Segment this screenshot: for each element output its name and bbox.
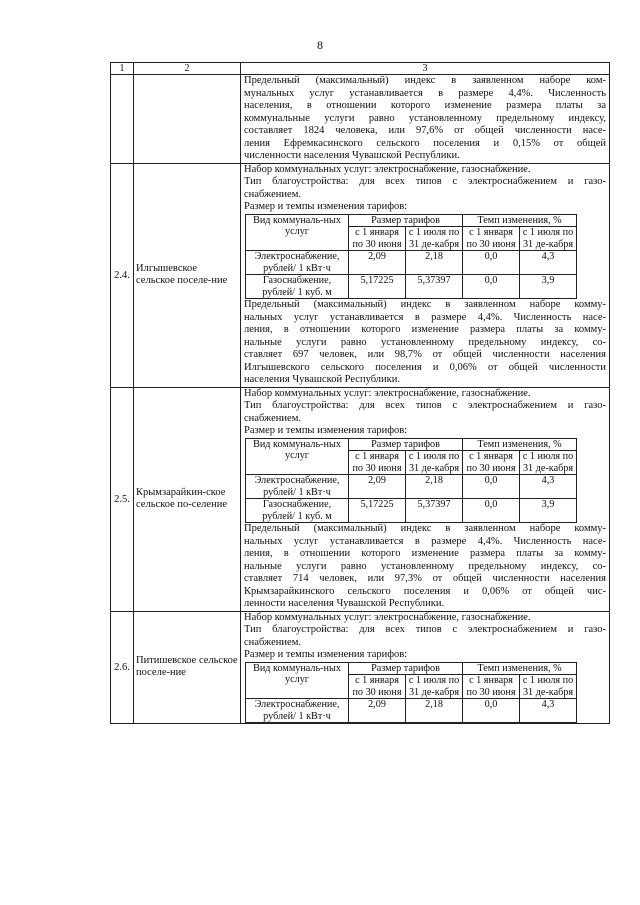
rate-second-half: 4,3 [520,699,577,723]
rate-second-half: 4,3 [520,475,577,499]
tariff-second-half: 2,18 [406,251,463,275]
header-col-2: 2 [134,63,241,75]
period-jan-jun: с 1 января по 30 июня [349,675,406,699]
text-line: нальных услуг устанавливается в размере 4,4%. Численность насе- [244,311,606,323]
tariff-second-half: 5,37397 [406,499,463,523]
service-kind-header: Вид коммуналь-ных услуг [246,214,349,251]
rate-second-half: 3,9 [520,275,577,299]
text-line: ления, в отношении которого изменение размера платы за комму- [244,324,606,335]
text-line: снабжением. [244,188,301,200]
rate-second-half: 4,3 [520,251,577,275]
text-line: Набор коммунальных услуг: электроснабжение, газоснабжение. [244,387,531,399]
text-line: Предельный (максимальный) индекс в заявленном наборе комму- [244,299,606,310]
text-line: Илгышевского сельского поселения и 0,06% от общей численности [244,361,606,373]
tariff-table [110,62,610,724]
period-jul-dec: с 1 июля по 31 де-кабря [520,675,577,699]
period-jan-jun: с 1 января по 30 июня [349,227,406,251]
period-jan-jun: с 1 января по 30 июня [463,451,520,475]
section-description [241,163,610,387]
service-name: Газоснабжение, рублей/ 1 куб. м [246,499,349,523]
text-line: Набор коммунальных услуг: электроснабжение, газоснабжение. [244,163,531,175]
tariff-row [246,251,577,275]
text-line: снабжением. [244,636,301,648]
text-line: численности населения Чувашской Республики. [244,150,460,161]
header-col-1: 1 [111,63,134,75]
text-line: снабжением. [244,412,301,424]
period-jan-jun: с 1 января по 30 июня [463,227,520,251]
text-line: нальные услуги равно установленному предельному индексу, со- [244,336,606,348]
change-rate-header: Темп изменения, % [463,438,577,451]
text-line: Набор коммунальных услуг: электроснабжение, газоснабжение. [244,611,531,623]
continued-row [111,75,610,164]
settlement-name: Питишевское сельское поселе-ние [134,611,241,724]
rate-first-half: 0,0 [463,499,520,523]
text-line: ления Ефремкасинского сельского поселения и 0,15% от общей [244,137,606,149]
text-line: населения, в отношении которого изменение размера платы за [244,100,606,111]
text-line: нальные услуги равно установленному предельному индексу, со- [244,560,606,572]
service-kind-header: Вид коммуналь-ных услуг [246,438,349,475]
rate-first-half: 0,0 [463,699,520,723]
period-jul-dec: с 1 июля по 31 де-кабря [406,227,463,251]
tariff-row [246,499,577,523]
period-jul-dec: с 1 июля по 31 де-кабря [406,451,463,475]
tariff-row [246,275,577,299]
text-line: нальных услуг устанавливается в размере 4,4%. Численность насе- [244,535,606,547]
tariff-size-header: Размер тарифов [349,662,463,675]
service-name: Электроснабжение, рублей/ 1 кВт·ч [246,475,349,499]
text-line: Тип благоустройства: для всех типов с электроснабжением и газо- [244,624,606,635]
period-jan-jun: с 1 января по 30 июня [463,675,520,699]
section-number: 2.4. [111,163,134,387]
text-line: коммунальные услуги равно установленному предельному индексу, [244,112,606,124]
change-rate-header: Темп изменения, % [463,662,577,675]
section-row [111,163,610,387]
text-line: ленности населения Чувашской Республики. [244,598,445,609]
text-line: Размер и темпы изменения тарифов: [244,201,408,212]
period-jul-dec: с 1 июля по 31 де-кабря [520,451,577,475]
tariff-first-half: 2,09 [349,475,406,499]
text-line: мунальных услуг устанавливается в размере 4,4%. Численность [244,87,606,99]
service-name: Электроснабжение, рублей/ 1 кВт·ч [246,699,349,723]
text-line: ления, в отношении которого изменение размера платы за комму- [244,548,606,559]
text-line: Крымзарайкинского сельского поселения и 0,06% от общей чис- [244,585,606,597]
tariff-second-half: 2,18 [406,699,463,723]
tariff-second-half: 2,18 [406,475,463,499]
rate-first-half: 0,0 [463,475,520,499]
text-line: Размер и темпы изменения тарифов: [244,425,408,436]
section-row [111,611,610,724]
settlement-name: Илгышевское сельское поселе-ние [134,163,241,387]
tariff-first-half: 2,09 [349,251,406,275]
text-line: Тип благоустройства: для всех типов с электроснабжением и газо- [244,400,606,411]
section-number: 2.6. [111,611,134,724]
service-name: Газоснабжение, рублей/ 1 куб. м [246,275,349,299]
tariff-subtable [245,662,577,724]
rate-second-half: 3,9 [520,499,577,523]
tariff-first-half: 5,17225 [349,275,406,299]
section-number: 2.5. [111,387,134,611]
header-row [111,63,610,75]
tariff-size-header: Размер тарифов [349,438,463,451]
service-name: Электроснабжение, рублей/ 1 кВт·ч [246,251,349,275]
tariff-first-half: 2,09 [349,699,406,723]
tariff-size-header: Размер тарифов [349,214,463,227]
text-line: составляет 1824 человека, или 97,6% от общей численности насе- [244,125,606,136]
continued-text [241,75,610,164]
page-number: 8 [317,38,323,52]
rate-first-half: 0,0 [463,275,520,299]
text-line: Предельный (максимальный) индекс в заявленном наборе комму- [244,523,606,534]
section-description [241,387,610,611]
section-row [111,387,610,611]
change-rate-header: Темп изменения, % [463,214,577,227]
text-line: Предельный (максимальный) индекс в заявленном наборе ком- [244,75,606,86]
tariff-first-half: 5,17225 [349,499,406,523]
tariff-second-half: 5,37397 [406,275,463,299]
tariff-row [246,475,577,499]
rate-first-half: 0,0 [463,251,520,275]
tariff-row [246,699,577,723]
text-line: ставляет 714 человек, или 97,3% от общей численности населения [244,573,606,584]
period-jul-dec: с 1 июля по 31 де-кабря [406,675,463,699]
text-line: населения Чувашской Республики. [244,374,400,385]
text-line: ставляет 697 человек, или 98,7% от общей численности населения [244,349,606,360]
service-kind-header: Вид коммуналь-ных услуг [246,662,349,699]
header-col-3: 3 [241,63,610,75]
text-line: Размер и темпы изменения тарифов: [244,649,408,660]
tariff-subtable [245,214,577,300]
tariff-subtable [245,438,577,524]
period-jul-dec: с 1 июля по 31 де-кабря [520,227,577,251]
section-description [241,611,610,724]
settlement-name: Крымзарайкин-ское сельское по-селение [134,387,241,611]
text-line: Тип благоустройства: для всех типов с электроснабжением и газо- [244,176,606,187]
period-jan-jun: с 1 января по 30 июня [349,451,406,475]
